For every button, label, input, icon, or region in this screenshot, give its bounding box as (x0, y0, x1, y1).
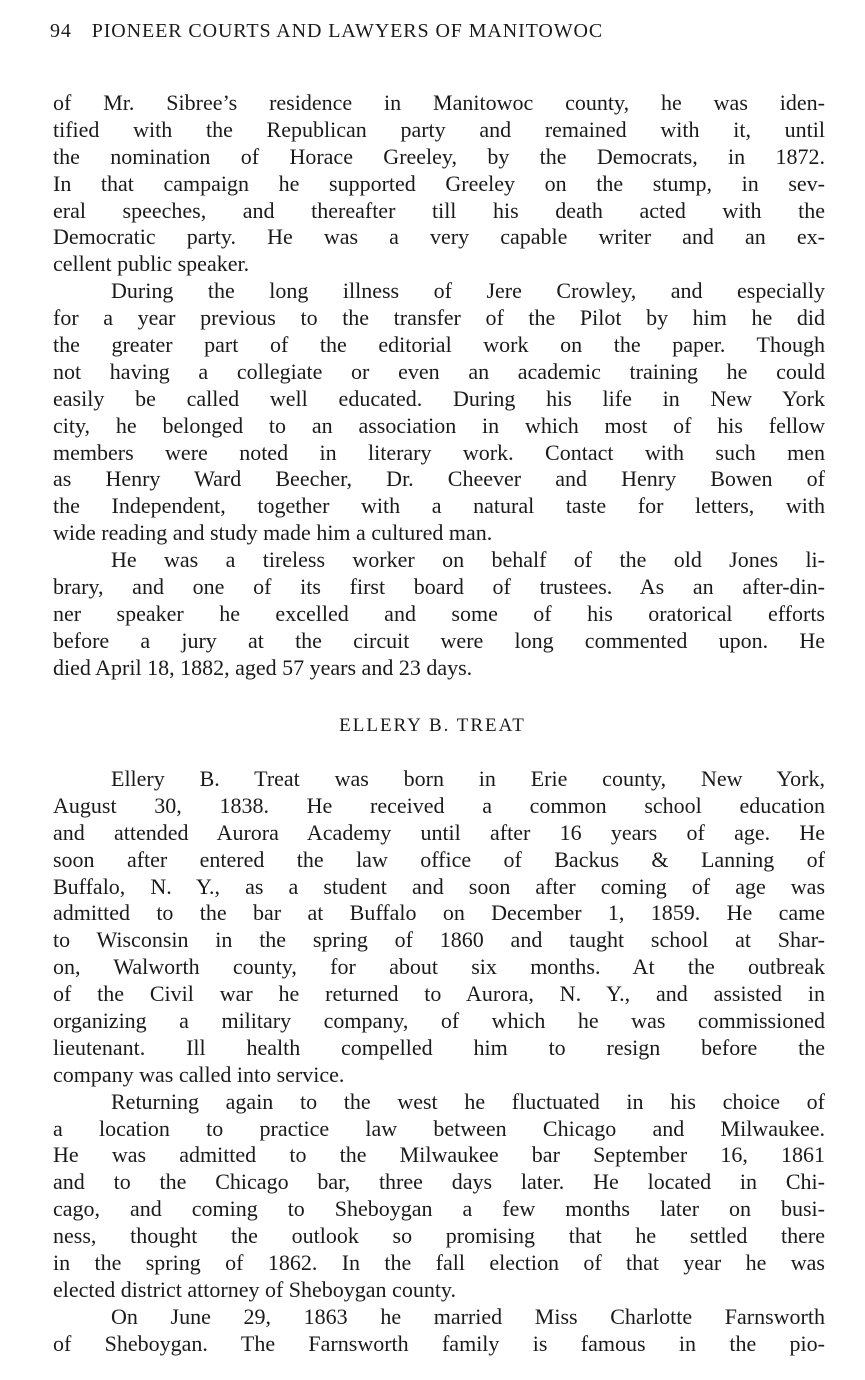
text-line: ness, thought the outlook so promising that he settled there (53, 1223, 825, 1249)
text-line: He was admitted to the Milwaukee bar September 16, 1861 (53, 1142, 825, 1168)
text-line: to Wisconsin in the spring of 1860 and taught school at Shar- (53, 927, 825, 953)
text-line: lieutenant. Ill health compelled him to resign before the (53, 1034, 825, 1060)
text-line: easily be called well educated. During his life in New York (53, 385, 825, 411)
text-line: in the spring of 1862. In the fall election of that year he was (53, 1250, 825, 1276)
text-line: the Independent, together with a natural taste for letters, with (53, 493, 825, 519)
text-line: August 30, 1838. He received a common school education (53, 792, 825, 818)
text-line: Ellery B. Treat was born in Erie county, New York, (111, 766, 825, 791)
text-line: cago, and coming to Sheboygan a few months later on busi- (53, 1196, 825, 1222)
text-line: of the Civil war he returned to Aurora, N. Y., and assisted in (53, 981, 825, 1007)
text-line: tified with the Republican party and remained with it, until (53, 116, 825, 142)
text-line: not having a collegiate or even an academic training he could (53, 358, 825, 384)
running-title: PIONEER COURTS AND LAWYERS OF MANITOWOC (91, 20, 604, 42)
text-line: Buffalo, N. Y., as a student and soon after coming of age was (53, 873, 825, 899)
text-line: on, Walworth county, for about six months. At the outbreak (53, 954, 825, 980)
text-line: company was called into service. (53, 1061, 345, 1087)
body-text-treat (53, 766, 825, 1358)
text-line: cellent public speaker. (53, 251, 250, 277)
text-line: He was a tireless worker on behalf of the old Jones li- (111, 547, 825, 573)
text-line: brary, and one of its first board of trustees. As an after-din- (53, 574, 825, 600)
page-number: 94 (50, 20, 72, 42)
text-line: During the long illness of Jere Crowley, and especially (111, 278, 825, 304)
text-line: eral speeches, and thereafter till his death acted with the (53, 197, 825, 223)
text-line: members were noted in literary work. Contact with such men (53, 439, 825, 465)
text-line: Returning again to the west he fluctuated in his choice of (111, 1088, 825, 1114)
text-line: before a jury at the circuit were long commented upon. He (53, 627, 825, 653)
text-line: of Mr. Sibree’s residence in Manitowoc county, he was iden- (53, 90, 825, 115)
text-line: soon after entered the law office of Backus & Lanning of (53, 846, 825, 872)
section-heading: ELLERY B. TREAT (339, 715, 526, 736)
text-line: of Sheboygan. The Farnsworth family is famous in the pio- (53, 1330, 825, 1356)
body-text-sibree (53, 90, 825, 682)
text-line: admitted to the bar at Buffalo on December 1, 1859. He came (53, 900, 825, 926)
text-line: Democratic party. He was a very capable writer and an ex- (53, 224, 825, 250)
text-line: organizing a military company, of which he was commissioned (53, 1008, 825, 1034)
text-line: and to the Chicago bar, three days later. He located in Chi- (53, 1169, 825, 1195)
running-head (50, 20, 820, 43)
text-line: ner speaker he excelled and some of his oratorical efforts (53, 600, 825, 626)
text-line: city, he belonged to an association in which most of his fellow (53, 412, 825, 438)
text-line: elected district attorney of Sheboygan county. (53, 1276, 457, 1302)
text-line: as Henry Ward Beecher, Dr. Cheever and Henry Bowen of (53, 466, 825, 492)
text-line: died April 18, 1882, aged 57 years and 23 days. (53, 654, 473, 680)
text-line: a location to practice law between Chicago and Milwaukee. (53, 1115, 825, 1141)
text-line: for a year previous to the transfer of the Pilot by him he did (53, 305, 825, 331)
text-line: On June 29, 1863 he married Miss Charlotte Farnsworth (111, 1303, 825, 1329)
text-line: and attended Aurora Academy until after 16 years of age. He (53, 819, 825, 845)
text-line: the greater part of the editorial work on the paper. Though (53, 332, 825, 358)
text-line: wide reading and study made him a cultured man. (53, 520, 493, 546)
text-line: In that campaign he supported Greeley on the stump, in sev- (53, 170, 825, 196)
text-line: the nomination of Horace Greeley, by the Democrats, in 1872. (53, 143, 825, 169)
